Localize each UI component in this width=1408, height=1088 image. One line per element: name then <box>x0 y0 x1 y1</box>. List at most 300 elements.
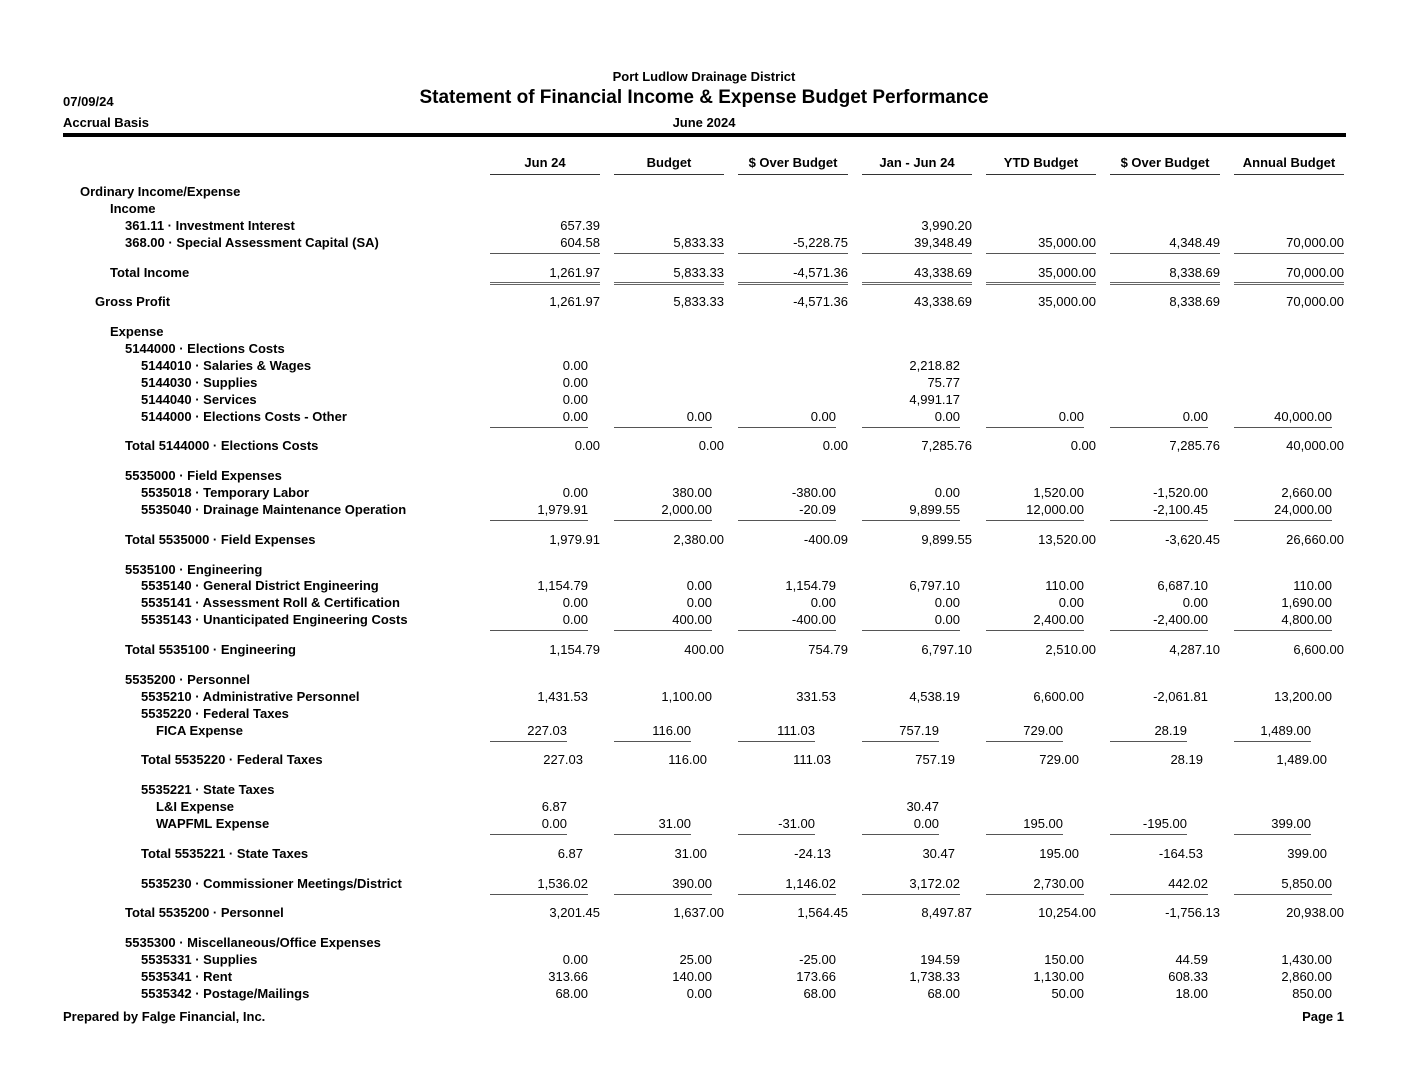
subtotal-underline <box>1110 630 1208 631</box>
row-value: 2,860.00 <box>1281 969 1332 984</box>
row-value: 2,380.00 <box>673 532 724 547</box>
row-value: 0.00 <box>686 986 712 1001</box>
row-value: 313.66 <box>548 969 588 984</box>
total-double-underline <box>738 282 848 285</box>
row-value: 195.00 <box>1039 846 1079 861</box>
subtotal-underline <box>986 741 1063 742</box>
section-header-row <box>0 781 1408 798</box>
row-value: 2,218.82 <box>909 358 960 373</box>
row-value: 0.00 <box>810 595 836 610</box>
row-value: 0.00 <box>934 409 960 424</box>
report-title: Statement of Financial Income & Expense Budget Performance <box>419 87 989 108</box>
row-value: 4,538.19 <box>909 689 960 704</box>
column-underline <box>1234 174 1344 175</box>
table-row <box>0 815 1408 832</box>
column-header-budget: Budget <box>646 155 692 170</box>
row-label: 5535140 · General District Engineering <box>141 578 379 593</box>
column-underline <box>986 174 1096 175</box>
row-value: 400.00 <box>684 642 724 657</box>
row-value: 28.19 <box>1170 752 1203 767</box>
row-value: 4,287.10 <box>1169 642 1220 657</box>
subtotal-underline <box>738 427 836 428</box>
row-value: 6,600.00 <box>1293 642 1344 657</box>
row-value: 757.19 <box>899 723 939 738</box>
row-value: 30.47 <box>922 846 955 861</box>
table-row <box>0 264 1408 281</box>
subtotal-underline <box>490 894 588 895</box>
row-value: 1,130.00 <box>1033 969 1084 984</box>
row-label: 5144000 · Elections Costs - Other <box>141 409 347 424</box>
row-value: 68.00 <box>555 986 588 1001</box>
row-value: 26,660.00 <box>1286 532 1344 547</box>
row-value: -1,756.13 <box>1165 905 1220 920</box>
subtotal-underline <box>1110 834 1187 835</box>
row-value: 1,430.00 <box>1281 952 1332 967</box>
row-label: 5535100 · Engineering <box>125 562 263 577</box>
column-underline <box>738 174 848 175</box>
subtotal-underline <box>1110 253 1220 254</box>
row-value: 850.00 <box>1292 986 1332 1001</box>
subtotal-underline <box>490 834 567 835</box>
row-value: 111.03 <box>793 752 831 767</box>
row-value: 0.00 <box>562 392 588 407</box>
table-row <box>0 904 1408 921</box>
row-value: 0.00 <box>913 816 939 831</box>
row-value: 1,979.91 <box>537 502 588 517</box>
row-value: 173.66 <box>796 969 836 984</box>
row-value: 729.00 <box>1039 752 1079 767</box>
subtotal-underline <box>862 741 939 742</box>
subtotal-underline <box>1234 427 1332 428</box>
row-value: -31.00 <box>778 816 815 831</box>
row-value: 0.00 <box>1182 595 1208 610</box>
row-value: 0.00 <box>562 952 588 967</box>
section-header-row <box>0 183 1408 200</box>
row-value: 1,154.79 <box>537 578 588 593</box>
row-label: Total Income <box>110 265 190 280</box>
row-value: -380.00 <box>791 485 836 500</box>
row-value: 3,172.02 <box>909 876 960 891</box>
row-value: 31.00 <box>674 846 707 861</box>
row-value: 390.00 <box>672 876 712 891</box>
row-label: Total 5535000 · Field Expenses <box>125 532 316 547</box>
row-value: 30.47 <box>906 799 939 814</box>
section-header-row <box>0 467 1408 484</box>
row-label: 5144040 · Services <box>141 392 257 407</box>
row-value: 68.00 <box>803 986 836 1001</box>
row-value: 194.59 <box>920 952 960 967</box>
row-value: 44.59 <box>1175 952 1208 967</box>
section-header-row <box>0 323 1408 340</box>
row-value: -4,571.36 <box>793 294 848 309</box>
subtotal-underline <box>862 630 960 631</box>
subtotal-underline <box>738 741 815 742</box>
subtotal-underline <box>1234 741 1311 742</box>
subtotal-underline <box>1110 427 1208 428</box>
subtotal-underline <box>614 427 712 428</box>
row-value: 39,348.49 <box>914 235 972 250</box>
table-row <box>0 501 1408 518</box>
table-row <box>0 484 1408 501</box>
row-value: 0.00 <box>686 409 712 424</box>
table-row <box>0 437 1408 454</box>
row-value: 0.00 <box>934 595 960 610</box>
row-value: 0.00 <box>1058 409 1084 424</box>
subtotal-underline <box>1234 253 1344 254</box>
subtotal-underline <box>738 834 815 835</box>
row-value: 0.00 <box>562 485 588 500</box>
row-value: 0.00 <box>1058 595 1084 610</box>
row-value: 13,200.00 <box>1274 689 1332 704</box>
subtotal-underline <box>986 834 1063 835</box>
section-header-row <box>0 561 1408 578</box>
subtotal-underline <box>738 520 836 521</box>
subtotal-underline <box>862 834 939 835</box>
row-label: 5535342 · Postage/Mailings <box>141 986 310 1001</box>
row-value: 1,154.79 <box>549 642 600 657</box>
row-label: 368.00 · Special Assessment Capital (SA) <box>125 235 379 250</box>
row-value: 1,100.00 <box>661 689 712 704</box>
subtotal-underline <box>1234 630 1332 631</box>
row-value: 608.33 <box>1168 969 1208 984</box>
column-header-jun24: Jun 24 <box>524 155 566 170</box>
row-value: 3,201.45 <box>549 905 600 920</box>
row-value: 1,979.91 <box>549 532 600 547</box>
row-value: 1,637.00 <box>673 905 724 920</box>
row-value: 6,797.10 <box>921 642 972 657</box>
row-value: 2,510.00 <box>1045 642 1096 657</box>
row-value: 20,938.00 <box>1286 905 1344 920</box>
row-value: 0.00 <box>1182 409 1208 424</box>
row-label: 5144030 · Supplies <box>141 375 258 390</box>
total-double-underline <box>1110 282 1220 285</box>
row-value: 70,000.00 <box>1286 265 1344 280</box>
column-underline <box>1110 174 1220 175</box>
row-value: 5,833.33 <box>673 265 724 280</box>
row-value: 7,285.76 <box>1169 438 1220 453</box>
section-header-row <box>0 671 1408 688</box>
row-value: 442.02 <box>1168 876 1208 891</box>
row-label: Total 5535100 · Engineering <box>125 642 296 657</box>
row-value: 5,850.00 <box>1281 876 1332 891</box>
row-value: 150.00 <box>1044 952 1084 967</box>
row-value: -164.53 <box>1158 846 1203 861</box>
row-value: 0.00 <box>541 816 567 831</box>
row-value: 24,000.00 <box>1274 502 1332 517</box>
row-value: 0.00 <box>562 409 588 424</box>
row-label: 5535341 · Rent <box>141 969 233 984</box>
row-value: 4,800.00 <box>1281 612 1332 627</box>
row-value: 227.03 <box>543 752 583 767</box>
column-underline <box>614 174 724 175</box>
page-number: Page 1 <box>1302 1009 1344 1024</box>
row-value: -195.00 <box>1142 816 1187 831</box>
subtotal-underline <box>986 427 1084 428</box>
table-row <box>0 798 1408 815</box>
row-label: 5535143 · Unanticipated Engineering Costs <box>141 612 408 627</box>
row-value: 1,154.79 <box>785 578 836 593</box>
row-value: 1,564.45 <box>797 905 848 920</box>
row-value: 227.03 <box>527 723 567 738</box>
row-value: 1,261.97 <box>549 265 600 280</box>
row-value: 195.00 <box>1023 816 1063 831</box>
row-value: 0.00 <box>562 595 588 610</box>
row-value: 1,489.00 <box>1260 723 1311 738</box>
row-label: Ordinary Income/Expense <box>80 184 241 199</box>
table-row <box>0 374 1408 391</box>
row-label: 5535141 · Assessment Roll & Certification <box>141 595 400 610</box>
subtotal-underline <box>1234 894 1332 895</box>
row-value: 1,520.00 <box>1033 485 1084 500</box>
row-value: 43,338.69 <box>914 265 972 280</box>
row-value: 35,000.00 <box>1038 235 1096 250</box>
row-label: Income <box>110 201 156 216</box>
subtotal-underline <box>614 253 724 254</box>
column-underline <box>490 174 600 175</box>
subtotal-underline <box>1110 741 1187 742</box>
row-value: -2,400.00 <box>1153 612 1208 627</box>
subtotal-underline <box>986 630 1084 631</box>
section-header-row <box>0 340 1408 357</box>
table-row <box>0 875 1408 892</box>
row-label: Total 5144000 · Elections Costs <box>125 438 319 453</box>
row-value: 0.00 <box>562 375 588 390</box>
table-row <box>0 951 1408 968</box>
table-row <box>0 391 1408 408</box>
row-label: 5144000 · Elections Costs <box>125 341 285 356</box>
subtotal-underline <box>986 894 1084 895</box>
subtotal-underline <box>1110 520 1208 521</box>
row-value: -25.00 <box>799 952 836 967</box>
row-value: 8,497.87 <box>921 905 972 920</box>
row-label: L&I Expense <box>156 799 235 814</box>
row-label: 5535221 · State Taxes <box>141 782 275 797</box>
row-label: FICA Expense <box>156 723 243 738</box>
row-value: -2,061.81 <box>1153 689 1208 704</box>
row-value: 8,338.69 <box>1169 265 1220 280</box>
table-row <box>0 985 1408 1002</box>
table-row <box>0 293 1408 310</box>
row-label: Expense <box>110 324 164 339</box>
subtotal-underline <box>862 253 972 254</box>
section-header-row <box>0 934 1408 951</box>
subtotal-underline <box>490 253 600 254</box>
row-value: 0.00 <box>698 438 724 453</box>
row-label: Total 5535200 · Personnel <box>125 905 284 920</box>
table-row <box>0 594 1408 611</box>
row-value: 0.00 <box>822 438 848 453</box>
row-value: 5,833.33 <box>673 235 724 250</box>
row-value: -400.00 <box>791 612 836 627</box>
row-value: 110.00 <box>1045 578 1084 593</box>
subtotal-underline <box>614 834 691 835</box>
row-value: 140.00 <box>672 969 712 984</box>
row-value: 6.87 <box>541 799 567 814</box>
table-row <box>0 611 1408 628</box>
company-name: Port Ludlow Drainage District <box>612 69 796 84</box>
row-value: -3,620.45 <box>1165 532 1220 547</box>
total-double-underline <box>614 282 724 285</box>
subtotal-underline <box>862 427 960 428</box>
row-label: Total 5535220 · Federal Taxes <box>141 752 323 767</box>
row-value: 0.00 <box>574 438 600 453</box>
section-header-row <box>0 705 1408 722</box>
subtotal-underline <box>614 741 691 742</box>
row-label: 361.11 · Investment Interest <box>125 218 295 233</box>
column-header-ytd-budget: YTD Budget <box>1003 155 1079 170</box>
subtotal-underline <box>862 520 960 521</box>
row-value: 754.79 <box>808 642 848 657</box>
row-value: 5,833.33 <box>673 294 724 309</box>
row-value: 6.87 <box>557 846 583 861</box>
row-value: 2,730.00 <box>1033 876 1084 891</box>
row-value: 70,000.00 <box>1286 235 1344 250</box>
row-value: 4,348.49 <box>1169 235 1220 250</box>
row-value: 1,690.00 <box>1281 595 1332 610</box>
column-underline <box>862 174 972 175</box>
subtotal-underline <box>862 894 960 895</box>
row-value: 604.58 <box>560 235 600 250</box>
row-value: 0.00 <box>934 612 960 627</box>
row-value: 2,000.00 <box>661 502 712 517</box>
row-value: 35,000.00 <box>1038 265 1096 280</box>
total-double-underline <box>862 282 972 285</box>
row-value: 25.00 <box>679 952 712 967</box>
report-date: 07/09/24 <box>63 94 114 109</box>
row-value: -24.13 <box>794 846 831 861</box>
row-value: 757.19 <box>915 752 955 767</box>
prepared-by: Prepared by Falge Financial, Inc. <box>63 1009 266 1024</box>
row-value: 10,254.00 <box>1038 905 1096 920</box>
total-double-underline <box>490 282 600 285</box>
row-value: 6,797.10 <box>909 578 960 593</box>
row-value: 0.00 <box>686 578 712 593</box>
subtotal-underline <box>490 630 588 631</box>
row-value: 1,489.00 <box>1276 752 1327 767</box>
row-value: 729.00 <box>1023 723 1063 738</box>
subtotal-underline <box>738 253 848 254</box>
subtotal-underline <box>738 630 836 631</box>
row-value: 0.00 <box>1070 438 1096 453</box>
row-value: -1,520.00 <box>1153 485 1208 500</box>
row-value: -400.09 <box>803 532 848 547</box>
subtotal-underline <box>490 427 588 428</box>
row-value: 70,000.00 <box>1286 294 1344 309</box>
subtotal-underline <box>738 894 836 895</box>
row-value: 0.00 <box>686 595 712 610</box>
column-header-ytd-over-budget: $ Over Budget <box>1120 155 1210 170</box>
table-row <box>0 751 1408 768</box>
row-value: 28.19 <box>1154 723 1187 738</box>
row-value: 75.77 <box>927 375 960 390</box>
row-value: 50.00 <box>1051 986 1084 1001</box>
row-value: 400.00 <box>672 612 712 627</box>
row-value: 116.00 <box>668 752 707 767</box>
row-value: 68.00 <box>927 986 960 1001</box>
row-value: 0.00 <box>934 485 960 500</box>
table-row <box>0 722 1408 739</box>
table-row <box>0 408 1408 425</box>
column-header-ytd-actual: Jan - Jun 24 <box>879 155 955 170</box>
row-label: 5535018 · Temporary Labor <box>141 485 310 500</box>
row-value: -4,571.36 <box>793 265 848 280</box>
row-label: 5144010 · Salaries & Wages <box>141 358 312 373</box>
row-label: 5535040 · Drainage Maintenance Operation <box>141 502 407 517</box>
row-label: 5535200 · Personnel <box>125 672 251 687</box>
row-value: 8,338.69 <box>1169 294 1220 309</box>
row-value: 110.00 <box>1293 578 1332 593</box>
row-value: 12,000.00 <box>1026 502 1084 517</box>
row-label: 5535300 · Miscellaneous/Office Expenses <box>125 935 381 950</box>
subtotal-underline <box>614 630 712 631</box>
row-value: 1,738.33 <box>909 969 960 984</box>
row-value: 2,660.00 <box>1281 485 1332 500</box>
subtotal-underline <box>1234 834 1311 835</box>
row-value: 0.00 <box>562 358 588 373</box>
table-row <box>0 531 1408 548</box>
row-value: 7,285.76 <box>921 438 972 453</box>
row-value: 1,146.02 <box>785 876 836 891</box>
table-row <box>0 577 1408 594</box>
row-value: 116.00 <box>652 723 691 738</box>
section-header-row <box>0 200 1408 217</box>
report-period: June 2024 <box>672 115 736 130</box>
row-value: -2,100.45 <box>1153 502 1208 517</box>
row-label: Gross Profit <box>95 294 171 309</box>
row-value: 18.00 <box>1175 986 1208 1001</box>
row-label: 5535000 · Field Expenses <box>125 468 282 483</box>
subtotal-underline <box>1110 894 1208 895</box>
row-label: WAPFML Expense <box>156 816 270 831</box>
subtotal-underline <box>490 741 567 742</box>
row-value: 1,431.53 <box>537 689 588 704</box>
row-value: 657.39 <box>560 218 600 233</box>
total-double-underline <box>1234 282 1344 285</box>
row-label: 5535331 · Supplies <box>141 952 258 967</box>
row-value: 331.53 <box>796 689 836 704</box>
table-row <box>0 968 1408 985</box>
row-value: 1,536.02 <box>537 876 588 891</box>
row-value: 111.03 <box>777 723 815 738</box>
row-value: -20.09 <box>799 502 836 517</box>
row-value: 3,990.20 <box>921 218 972 233</box>
row-value: -5,228.75 <box>793 235 848 250</box>
accounting-basis: Accrual Basis <box>63 115 149 130</box>
row-value: 6,600.00 <box>1033 689 1084 704</box>
header-divider <box>63 133 1346 137</box>
table-row <box>0 234 1408 251</box>
row-value: 31.00 <box>658 816 691 831</box>
row-label: 5535210 · Administrative Personnel <box>141 689 360 704</box>
row-value: 380.00 <box>672 485 712 500</box>
row-value: 43,338.69 <box>914 294 972 309</box>
subtotal-underline <box>614 520 712 521</box>
row-value: 399.00 <box>1287 846 1327 861</box>
row-value: 6,687.10 <box>1157 578 1208 593</box>
row-value: 0.00 <box>562 612 588 627</box>
row-value: 40,000.00 <box>1274 409 1332 424</box>
row-value: 9,899.55 <box>909 502 960 517</box>
row-value: 13,520.00 <box>1038 532 1096 547</box>
row-value: 9,899.55 <box>921 532 972 547</box>
subtotal-underline <box>1234 520 1332 521</box>
column-header-over-budget: $ Over Budget <box>748 155 838 170</box>
subtotal-underline <box>986 253 1096 254</box>
table-row <box>0 688 1408 705</box>
table-row <box>0 641 1408 658</box>
row-value: 0.00 <box>810 409 836 424</box>
subtotal-underline <box>986 520 1084 521</box>
